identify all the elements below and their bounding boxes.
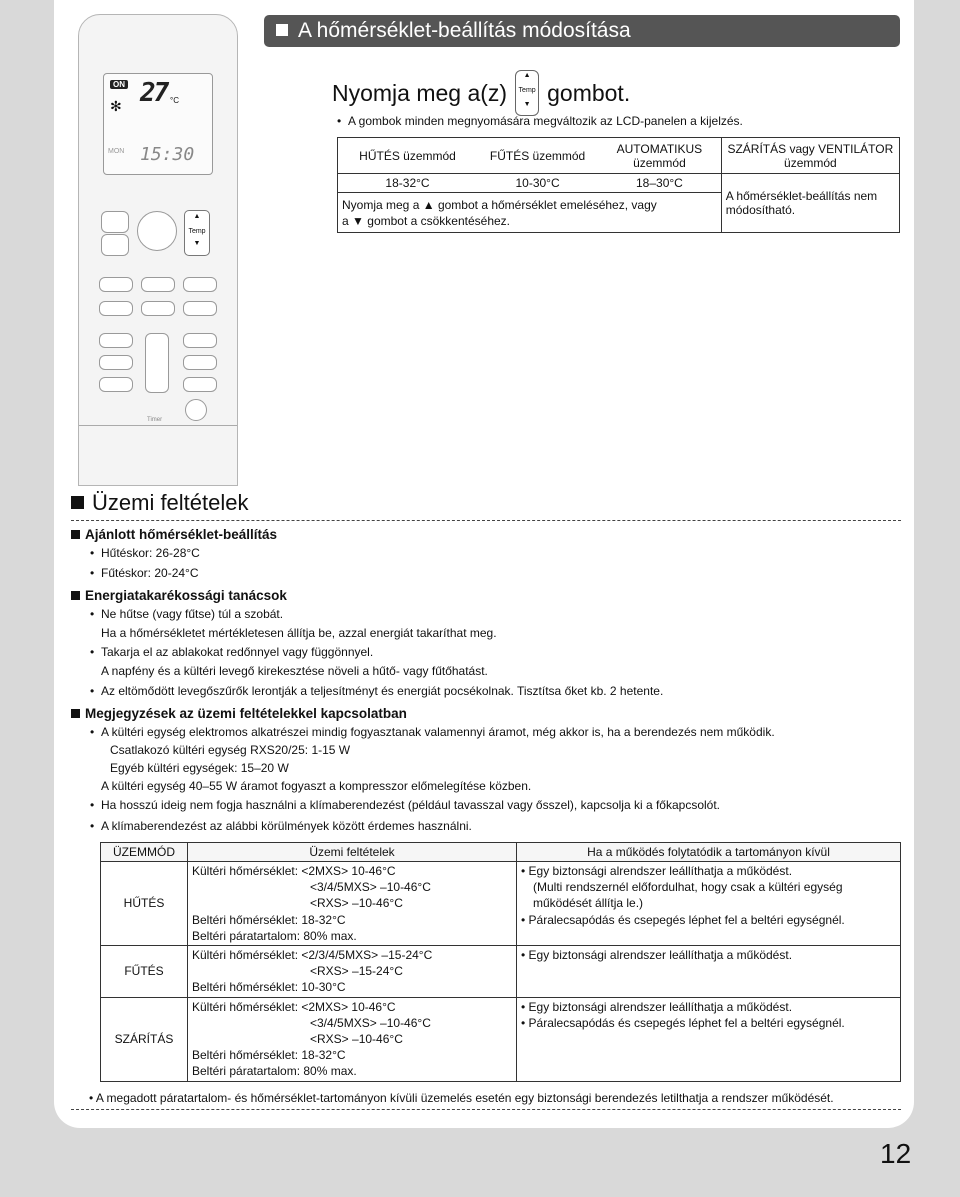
mode-header-dry-fan: SZÁRÍTÁS vagy VENTILÁTOR üzemmód bbox=[721, 138, 899, 174]
lcd-day: MON bbox=[108, 148, 125, 155]
remote-rocker-button bbox=[145, 333, 169, 393]
cell-line: (Multi rendszernél előfordulhat, hogy csak a kültéri egység bbox=[533, 880, 843, 895]
cell-text: Páralecsapódás és csepegés léphet fel a beltéri egységnél. bbox=[528, 912, 845, 927]
remote-button bbox=[101, 211, 129, 233]
square-bullet-icon bbox=[71, 709, 80, 718]
table-header-conditions: Üzemi feltételek bbox=[188, 843, 517, 862]
cell-line: • Páralecsapódás és csepegés léphet fel a beltéri egységnél. bbox=[521, 1015, 845, 1030]
mode-header-auto: AUTOMATIKUS üzemmód bbox=[598, 138, 721, 174]
press-instruction bbox=[332, 70, 630, 116]
conditions-heat bbox=[188, 946, 517, 998]
lcd-change-note bbox=[348, 114, 743, 128]
dry-fan-no-change: A hőmérséklet-beállítás nem módosítható. bbox=[721, 174, 899, 233]
notes-title: Megjegyzések az üzemi feltételekkel kapcsolatban bbox=[85, 706, 407, 721]
square-bullet-icon bbox=[71, 530, 80, 539]
remote-button bbox=[141, 301, 175, 316]
list-item: • A klímaberendezést az alábbi körülmények között érdemes használni. bbox=[101, 819, 472, 833]
conditions-cool bbox=[188, 862, 517, 946]
footer-note bbox=[71, 1091, 901, 1110]
cell-text: Páralecsapódás és csepegés léphet fel a beltéri egységnél. bbox=[528, 1015, 845, 1030]
remote-button bbox=[99, 277, 133, 292]
remote-button bbox=[183, 333, 217, 348]
list-item: • Az eltömődött levegőszűrők lerontják a teljesítményt és energiát pocsékolnak. Tisztítsa őket kb. 2 hetente. bbox=[101, 684, 663, 698]
list-item: • Ha hosszú ideig nem fogja használni a klímaberendezést (például tavasszal vagy ősszel), kapcsolja ki a főkapcsolót. bbox=[101, 798, 720, 812]
square-bullet-icon bbox=[276, 24, 288, 36]
cell-line: • Egy biztonsági alrendszer leállíthatja a működést. bbox=[521, 948, 793, 963]
table-row bbox=[101, 946, 901, 998]
remote-button bbox=[99, 301, 133, 316]
cell-line: Beltéri hőmérséklet: 10-30°C bbox=[192, 980, 346, 995]
list-item: • Takarja el az ablakokat redőnnyel vagy függönnyel. bbox=[101, 645, 373, 659]
footer-note-text: A megadott páratartalom- és hőmérséklet-tartományon kívüli üzemelés esetén egy biztonsági berendezés letilthatja a rendszer működését. bbox=[95, 1091, 834, 1105]
mode-cool: HŰTÉS bbox=[101, 862, 188, 946]
recommended-title: Ajánlott hőmérséklet-beállítás bbox=[85, 527, 278, 542]
instruction-part-3: a bbox=[342, 213, 349, 228]
result-dry bbox=[517, 997, 901, 1081]
mode-heat: FŰTÉS bbox=[101, 946, 188, 998]
remote-cover bbox=[79, 425, 237, 486]
remote-button bbox=[183, 355, 217, 370]
list-item: • Fűtéskor: 20-24°C bbox=[101, 566, 199, 580]
lcd-clock: 15:30 bbox=[140, 144, 195, 165]
up-arrow-icon: ▲ bbox=[193, 213, 201, 220]
list-item: • Hűtéskor: 26-28°C bbox=[101, 546, 200, 560]
table-header-outside-range: Ha a működés folytatódik a tartományon kívül bbox=[517, 843, 901, 862]
notes-heading bbox=[71, 706, 407, 721]
section-title-text: Üzemi feltételek bbox=[92, 490, 249, 515]
range-cool: 18-32°C bbox=[338, 174, 478, 193]
remote-temp-key bbox=[184, 210, 210, 256]
cell-line: <RXS> –10-46°C bbox=[310, 1032, 403, 1047]
instruction-part-2: gombot a hőmérséklet emeléséhez, vagy bbox=[437, 197, 657, 212]
instruction-part-1: Nyomja meg a bbox=[342, 197, 420, 212]
list-item-continued: A kültéri egység 40–55 W áramot fogyaszt a kompresszor előmelegítése közben. bbox=[101, 779, 532, 793]
lcd-temperature: 27 bbox=[140, 78, 168, 108]
operating-conditions-table bbox=[100, 842, 901, 1082]
square-bullet-icon bbox=[71, 591, 80, 600]
page-number: 12 bbox=[880, 1138, 912, 1169]
cell-line: Beltéri páratartalom: 80% max. bbox=[192, 1064, 357, 1079]
cell-line: Beltéri hőmérséklet: 18-32°C bbox=[192, 1048, 346, 1063]
remote-button bbox=[141, 277, 175, 292]
energy-title: Energiatakarékossági tanácsok bbox=[85, 588, 287, 603]
instruction-part-4: gombot a csökkentéséhez. bbox=[367, 213, 511, 228]
cell-line: <3/4/5MXS> –10-46°C bbox=[310, 1015, 431, 1030]
range-heat: 10-30°C bbox=[477, 174, 598, 193]
cell-line: Beltéri páratartalom: 80% max. bbox=[192, 928, 357, 943]
list-item-continued: Csatlakozó kültéri egység RXS20/25: 1-15 W bbox=[110, 743, 351, 757]
cell-text: Egy biztonsági alrendszer leállíthatja a működést. bbox=[528, 999, 793, 1014]
temp-key-icon: ▲ Temp ▼ bbox=[515, 70, 539, 116]
table-row bbox=[101, 997, 901, 1081]
footer-bullet: • bbox=[89, 1091, 96, 1105]
instruction-cell bbox=[338, 193, 722, 233]
cell-line: működését állítja le.) bbox=[533, 896, 644, 911]
down-triangle-icon: ▼ bbox=[352, 213, 364, 228]
down-arrow-icon: ▼ bbox=[193, 240, 201, 247]
lcd-unit: °C bbox=[170, 96, 179, 105]
mode-temperature-table bbox=[337, 137, 900, 233]
lcd-display bbox=[103, 73, 213, 175]
cell-line: Kültéri hőmérséklet: <2MXS> 10-46°C bbox=[192, 999, 396, 1014]
fan-icon: ✻ bbox=[110, 98, 122, 114]
conditions-dry bbox=[188, 997, 517, 1081]
section-header-bar bbox=[264, 15, 900, 47]
lcd-on-indicator: ON bbox=[110, 80, 128, 89]
cell-line: • Páralecsapódás és csepegés léphet fel a beltéri egységnél. bbox=[521, 912, 845, 927]
square-bullet-icon bbox=[71, 496, 84, 509]
press-text-after: gombot. bbox=[547, 79, 631, 106]
remote-button bbox=[99, 377, 133, 392]
remote-button bbox=[183, 301, 217, 316]
range-auto: 18–30°C bbox=[598, 174, 721, 193]
cell-line: Kültéri hőmérséklet: <2MXS> 10-46°C bbox=[192, 864, 396, 878]
remote-button bbox=[99, 333, 133, 348]
table-row bbox=[101, 862, 901, 946]
remote-temp-key-label: Temp bbox=[188, 228, 206, 235]
remote-button bbox=[101, 234, 129, 256]
remote-button bbox=[183, 277, 217, 292]
cell-line: Kültéri hőmérséklet: <2/3/4/5MXS> –15-24°C bbox=[192, 948, 433, 963]
cell-line: Beltéri hőmérséklet: 18-32°C bbox=[192, 912, 346, 927]
cell-line: • Egy biztonsági alrendszer leállíthatja a működést. bbox=[521, 999, 793, 1014]
cell-line: • Egy biztonsági alrendszer leállíthatja a működést. bbox=[521, 864, 793, 878]
cell-line: <RXS> –10-46°C bbox=[310, 896, 403, 911]
recommended-heading bbox=[71, 527, 277, 542]
temp-key-icon-label: Temp bbox=[518, 87, 536, 94]
remote-onoff-button bbox=[137, 211, 177, 251]
remote-control-illustration bbox=[78, 14, 238, 486]
cell-text: Egy biztonsági alrendszer leállíthatja a működést. bbox=[528, 864, 793, 878]
list-item: • Ne hűtse (vagy fűtse) túl a szobát. bbox=[101, 607, 283, 621]
cell-text: Egy biztonsági alrendszer leállíthatja a működést. bbox=[528, 948, 793, 963]
section-title bbox=[71, 490, 901, 521]
energy-heading bbox=[71, 588, 287, 603]
remote-round-button bbox=[185, 399, 207, 421]
cell-line: <3/4/5MXS> –10-46°C bbox=[310, 880, 431, 895]
mode-header-heat: FŰTÉS üzemmód bbox=[477, 138, 598, 174]
result-cool bbox=[517, 862, 901, 946]
remote-button bbox=[183, 377, 217, 392]
press-text-before: Nyomja meg a(z) bbox=[332, 79, 508, 106]
table-header-mode: ÜZEMMÓD bbox=[101, 843, 188, 862]
page-title: A hőmérséklet-beállítás módosítása bbox=[298, 19, 631, 42]
list-item-continued: Egyéb kültéri egységek: 15–20 W bbox=[110, 761, 289, 775]
remote-button bbox=[99, 355, 133, 370]
mode-header-cool: HŰTÉS üzemmód bbox=[338, 138, 478, 174]
list-item-continued: A napfény és a kültéri levegő kirekesztése növeli a hűtő- vagy fűtőhatást. bbox=[101, 664, 488, 678]
up-triangle-icon: ▲ bbox=[422, 197, 435, 212]
mode-dry: SZÁRÍTÁS bbox=[101, 997, 188, 1081]
cell-line: <RXS> –15-24°C bbox=[310, 964, 403, 979]
lcd-change-note-text: A gombok minden megnyomására megváltozik az LCD-panelen a kijelzés. bbox=[348, 114, 743, 128]
timer-label: Timer bbox=[147, 417, 163, 423]
result-heat bbox=[517, 946, 901, 998]
list-item-continued: Ha a hőmérsékletet mértékletesen állítja be, azzal energiát takaríthat meg. bbox=[101, 626, 497, 640]
list-item: • A kültéri egység elektromos alkatrészei mindig fogyasztanak valamennyi áramot, még akkor is, ha a berendezés nem működik. bbox=[101, 725, 775, 739]
